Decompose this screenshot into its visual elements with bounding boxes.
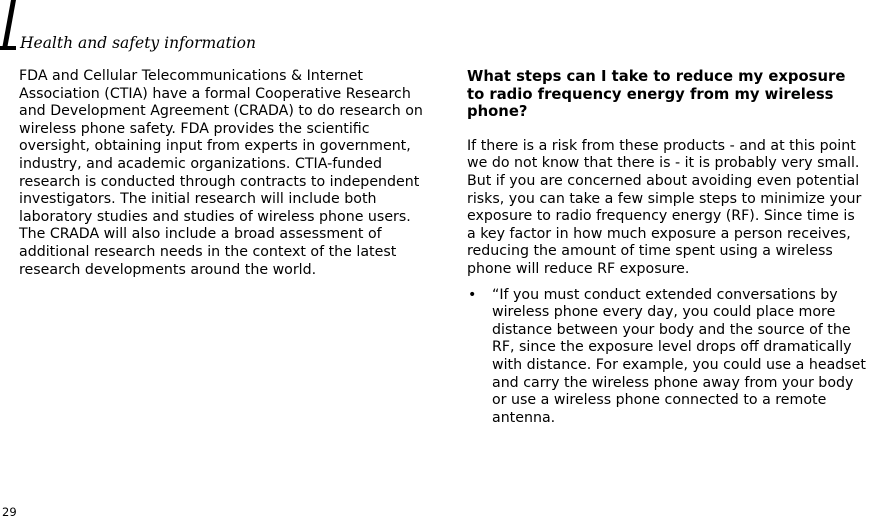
bullet-item xyxy=(467,287,867,428)
right-column xyxy=(467,68,867,427)
bullet-symbol: • xyxy=(468,286,477,303)
answer-paragraph: If there is a risk from these products - and at this point we do not know that there is - it is probably very small. But if you are concerned about avoiding even potential risks, you can take a few simple steps to minimize your exposure to radio frequency energy (RF). Since time is a key factor in how much exposure a person receives, reducing the amount of time spent using a wireless phone will reduce RF exposure. xyxy=(467,137,862,277)
header-accent-bar xyxy=(0,0,16,50)
page-number: 29 xyxy=(2,505,17,519)
body-paragraph: FDA and Cellular Telecommunications & Internet Association (CTIA) have a formal Cooperative Research and Development Agreement (CRADA) to do research on wireless phone safety. FDA provides the scientific oversight, obtaining input from experts in government, industry, and academic organizations. CTIA-funded research is conducted through contracts to independent investigators. The initial research will include both laboratory studies and studies of wireless phone users. The CRADA will also include a broad assessment of additional research needs in the context of the latest research developments around the world. xyxy=(19,68,423,278)
left-column xyxy=(19,68,427,279)
bullet-text: “If you must conduct extended conversations by wireless phone every day, you could place more distance between your body and the source of the RF, since the exposure level drops off dramatically with distance. For example, you could use a headset and carry the wireless phone away from your body or use a wireless phone connected to a remote antenna. xyxy=(492,286,866,426)
section-title: Health and safety information xyxy=(20,34,256,52)
question-heading: What steps can I take to reduce my exposure to radio frequency energy from my wireless phone? xyxy=(467,68,846,121)
